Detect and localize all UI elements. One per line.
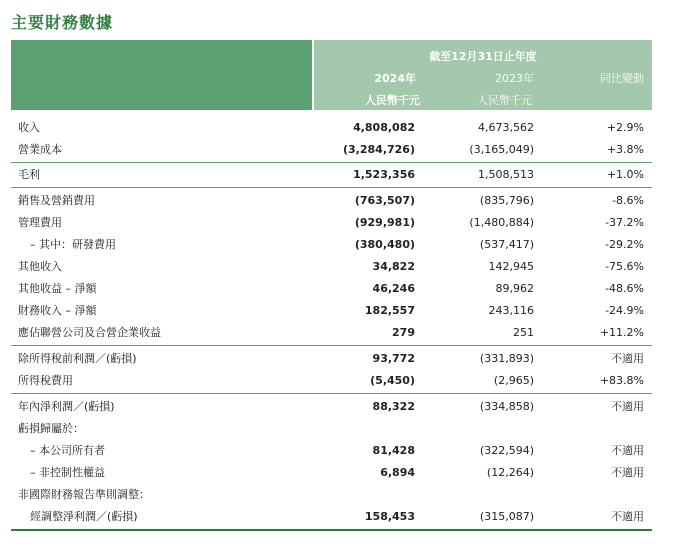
table-row <box>11 348 652 370</box>
row-value-2023: (334,858) <box>479 400 534 413</box>
row-value-2023: (322,594) <box>479 444 534 457</box>
row-change: +11.2% <box>599 326 644 339</box>
table-row <box>11 462 652 484</box>
row-label: 財務收入 – 淨額 <box>18 304 97 317</box>
table-row <box>11 164 652 186</box>
header-unit-2024: 人民幣千元 <box>365 94 420 107</box>
row-value-2024: (929,981) <box>354 216 415 229</box>
table-row <box>11 139 652 161</box>
row-value-2024: (763,507) <box>354 194 415 207</box>
row-label: 營業成本 <box>18 143 62 156</box>
row-change: -29.2% <box>605 238 644 251</box>
row-label: 所得稅費用 <box>18 374 73 387</box>
row-change: +2.9% <box>606 121 644 134</box>
row-change: 不適用 <box>611 510 644 523</box>
row-value-2023: (331,893) <box>479 352 534 365</box>
table-header-values-area <box>314 40 652 110</box>
header-unit-2023: 人民幣千元 <box>477 94 532 107</box>
table-row <box>11 234 652 256</box>
row-value-2023: 243,116 <box>488 304 534 317</box>
row-value-2024: 158,453 <box>364 510 415 523</box>
row-label: 其他收入 <box>18 260 62 273</box>
row-label: – 非控制性權益 <box>30 466 105 479</box>
table-row <box>11 117 652 139</box>
row-value-2024: 1,523,356 <box>353 168 415 181</box>
table-bottom-rule <box>11 529 652 531</box>
row-value-2023: (2,965) <box>493 374 534 387</box>
row-change: +83.8% <box>599 374 644 387</box>
row-label: 毛利 <box>18 168 40 181</box>
row-value-2023: 142,945 <box>488 260 534 273</box>
row-label: – 本公司所有者 <box>30 444 105 457</box>
row-label: 其他收益 – 淨額 <box>18 282 97 295</box>
row-change: -48.6% <box>605 282 644 295</box>
row-value-2024: (380,480) <box>354 238 415 251</box>
row-divider <box>11 187 652 188</box>
header-period: 截至12月31日止年度 <box>429 50 537 63</box>
table-row <box>11 418 652 440</box>
row-value-2023: (835,796) <box>479 194 534 207</box>
table-row <box>11 396 652 418</box>
table-row <box>11 300 652 322</box>
row-value-2024: 34,822 <box>372 260 415 273</box>
row-value-2023: (3,165,049) <box>469 143 534 156</box>
row-change: 不適用 <box>611 444 644 457</box>
row-value-2024: 4,808,082 <box>353 121 415 134</box>
row-value-2024: 88,322 <box>372 400 415 413</box>
row-value-2024: (5,450) <box>370 374 415 387</box>
row-change: -24.9% <box>605 304 644 317</box>
row-value-2024: 81,428 <box>372 444 415 457</box>
table-row <box>11 256 652 278</box>
row-change: 不適用 <box>611 466 644 479</box>
row-label: 銷售及營銷費用 <box>18 194 95 207</box>
table-row <box>11 506 652 528</box>
table-row <box>11 212 652 234</box>
row-change: 不適用 <box>611 352 644 365</box>
row-label: 非國際財務報告準則調整： <box>18 488 150 501</box>
table-row <box>11 322 652 344</box>
row-label: 應佔聯營公司及合營企業收益 <box>18 326 161 339</box>
row-divider <box>11 162 652 163</box>
row-label: – 其中：研發費用 <box>30 238 116 251</box>
header-change: 同比變動 <box>600 72 644 85</box>
row-label: 管理費用 <box>18 216 62 229</box>
page-title: 主要財務數據 <box>11 13 114 32</box>
row-value-2023: 251 <box>513 326 534 339</box>
row-change: 不適用 <box>611 400 644 413</box>
row-value-2023: (12,264) <box>486 466 534 479</box>
row-value-2024: 93,772 <box>372 352 415 365</box>
header-year-2024: 2024年 <box>374 72 416 85</box>
row-change: +1.0% <box>606 168 644 181</box>
row-value-2024: 279 <box>392 326 415 339</box>
table-row <box>11 190 652 212</box>
row-label: 虧損歸屬於： <box>18 422 84 435</box>
row-value-2024: 182,557 <box>364 304 415 317</box>
header-year-2023: 2023年 <box>495 72 534 85</box>
row-value-2024: 46,246 <box>372 282 415 295</box>
row-change: +3.8% <box>606 143 644 156</box>
table-row <box>11 370 652 392</box>
table-row <box>11 278 652 300</box>
row-value-2024: 6,894 <box>380 466 415 479</box>
table-row <box>11 440 652 462</box>
row-value-2024: (3,284,726) <box>343 143 415 156</box>
row-change: -8.6% <box>612 194 644 207</box>
row-label: 年內淨利潤／(虧損) <box>18 400 115 413</box>
row-value-2023: 89,962 <box>495 282 534 295</box>
row-value-2023: 4,673,562 <box>478 121 534 134</box>
row-value-2023: 1,508,513 <box>478 168 534 181</box>
row-label: 經調整淨利潤／(虧損) <box>30 510 138 523</box>
row-value-2023: (315,087) <box>479 510 534 523</box>
row-divider <box>11 393 652 394</box>
row-change: -37.2% <box>605 216 644 229</box>
row-label: 收入 <box>18 121 40 134</box>
table-header-label-area <box>11 40 312 110</box>
row-value-2023: (1,480,884) <box>469 216 534 229</box>
row-label: 除所得稅前利潤／(虧損) <box>18 352 137 365</box>
row-divider <box>11 345 652 346</box>
row-change: -75.6% <box>605 260 644 273</box>
row-value-2023: (537,417) <box>479 238 534 251</box>
table-row <box>11 484 652 506</box>
